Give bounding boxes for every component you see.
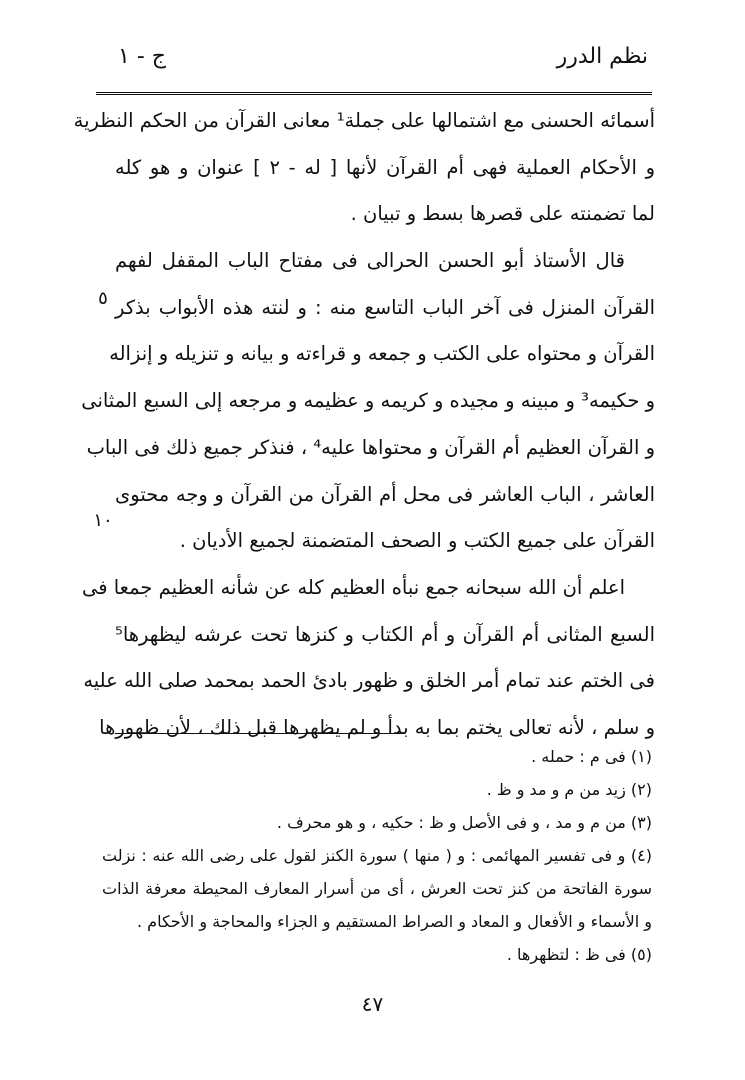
page-number: ٤٧ bbox=[361, 992, 384, 1016]
text-line: و الأحكام العملية فهى أم القرآن لأنها [ له - ٢ ] عنوان و هو كله bbox=[115, 155, 655, 179]
margin-line-number-10: ١٠ bbox=[93, 510, 113, 531]
text-line: العاشر ، الباب العاشر فى محل أم القرآن من القرآن و وجه محتوى bbox=[115, 482, 655, 506]
footnote-2: (٢) زيد من م و مد و ظ . bbox=[486, 780, 652, 799]
footnote-3: (٣) من م و مد ، و فى الأصل و ظ : حكيه ، و هو محرف . bbox=[276, 813, 652, 832]
text-line: القرآن على جميع الكتب و الصحف المتضمنة لجميع الأديان . bbox=[179, 529, 655, 553]
header-rule bbox=[96, 92, 652, 95]
text-line: القرآن و محتواه على الكتب و جمعه و قراءته و بيانه و تنزيله و إنزاله bbox=[109, 342, 655, 366]
text-line: اعلم أن الله سبحانه جمع نبأه العظيم كله عن شأنه العظيم جمعا فى bbox=[81, 575, 625, 599]
text-line: لما تضمنته على قصرها بسط و تبيان . bbox=[350, 202, 655, 226]
footnote-4-cont: سورة الفاتحة من كنز تحت العرش ، أى من أسرار المعارف المحيطة معرفة الذات bbox=[102, 879, 652, 898]
footnote-1: (١) فى م : حمله . bbox=[531, 747, 652, 766]
book-title: نظم الدرر bbox=[556, 44, 648, 69]
footnote-4: (٤) و فى تفسير المهائمى : و ( منها ) سورة الكنز لقول على رضى الله عنه : نزلت bbox=[102, 846, 652, 865]
footnotes bbox=[102, 740, 652, 971]
text-line: أسمائه الحسنى مع اشتمالها على جملة¹ معانى القرآن من الحكم النظرية bbox=[73, 109, 655, 132]
text-line: فى الختم عند تمام أمر الخلق و ظهور بادئ الحمد بمحمد صلى الله عليه bbox=[83, 669, 655, 693]
footnote-4-cont: و الأسماء و الأفعال و المعاد و الصراط المستقيم و الجزاء والمحاجة و الأحكام . bbox=[137, 912, 652, 931]
text-line: و القرآن العظيم أم القرآن و محتواها عليه⁴ ، فنذكر جميع ذلك فى الباب bbox=[86, 435, 655, 459]
text-line: قال الأستاذ أبو الحسن الحرالى فى مفتاح الباب المقفل لفهم bbox=[115, 249, 625, 273]
text-line: القرآن المنزل فى آخر الباب التاسع منه : و لنته هذه الأبواب بذكر bbox=[115, 295, 655, 319]
text-line: السبع المثانى أم القرآن و أم الكتاب و كنزها تحت عرشه ليظهرها⁵ bbox=[115, 622, 655, 646]
footnote-5: (٥) فى ظ : لتظهرها . bbox=[506, 945, 652, 964]
page-header bbox=[118, 44, 648, 90]
margin-line-number-5: ٥ bbox=[98, 288, 108, 309]
volume-label: ج - ١ bbox=[118, 44, 166, 69]
text-line: و سلم ، لأنه تعالى يختم بما به بدأ و لم يظهرها قبل ذلك ، لأن ظهورها bbox=[99, 715, 655, 739]
footnote-rule bbox=[115, 733, 405, 734]
text-line: و حكيمه³ و مبينه و مجيده و كريمه و عظيمه و مرجعه إلى السبع المثانى bbox=[81, 389, 655, 413]
